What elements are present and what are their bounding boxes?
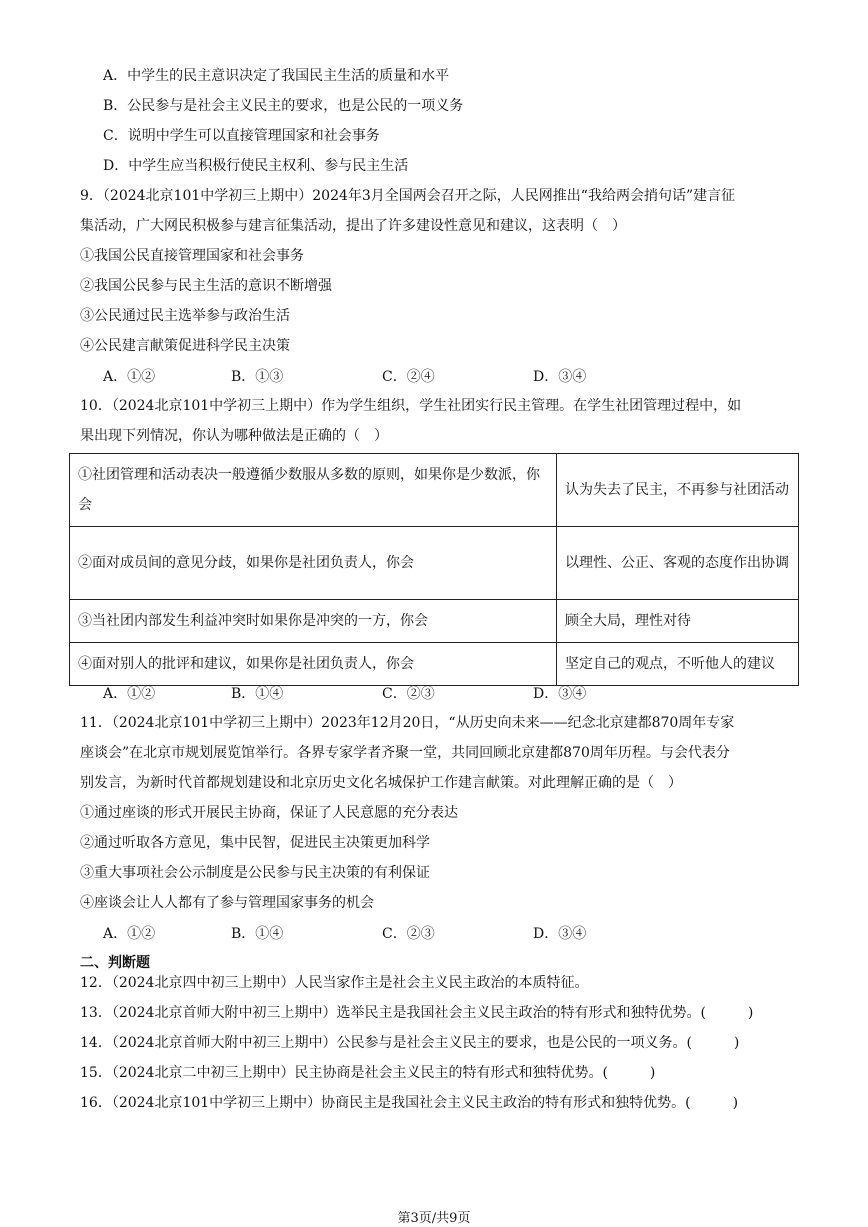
q8-option-d: D．中学生应当积极行使民主权利、参与民主生活 — [103, 158, 409, 174]
q10-stem-line2: 果出现下列情况，你认为哪种做法是正确的（ ） — [80, 428, 388, 444]
q13-text: 13．（2024北京首师大附中初三上期中）选举民主是我国社会主义民主政治的特有形式和独特优势。( ) — [80, 1005, 754, 1021]
q9-choice-b: B．①③ — [231, 369, 284, 385]
q8-option-a: A．中学生的民主意识决定了我国民主生活的质量和水平 — [103, 68, 450, 84]
q10-action-4: 坚定自己的观点，不听他人的建议 — [557, 643, 799, 686]
q10-table — [69, 453, 799, 686]
q9-item-3: ③公民通过民主选举参与政治生活 — [80, 308, 290, 324]
q11-choice-a: A．①② — [103, 926, 156, 942]
q10-situation-1: ①社团管理和活动表决一般遵循少数服从多数的原则，如果你是少数派，你会 — [70, 454, 557, 527]
q10-choice-c: C．②③ — [382, 686, 435, 702]
q11-stem-line1: 11．（2024北京101中学初三上期中）2023年12月20日，“从历史向未来——纪念北京建都870周年专家 — [80, 715, 735, 731]
q11-choice-d: D．③④ — [533, 926, 587, 942]
q9-stem-line1: 9．（2024北京101中学初三上期中）2024年3月全国两会召开之际，人民网推出“我给两会捎句话”建言征 — [80, 188, 736, 204]
q10-situation-2: ②面对成员间的意见分歧，如果你是社团负责人，你会 — [70, 527, 557, 600]
q11-stem-line3: 别发言，为新时代首都规划建设和北京历史文化名城保护工作建言献策。对此理解正确的是（ ） — [80, 775, 682, 791]
q15-text: 15．（2024北京二中初三上期中）民主协商是社会主义民主的特有形式和独特优势。( ) — [80, 1065, 656, 1081]
q10-choice-a: A．①② — [103, 686, 156, 702]
q10-table-row — [70, 600, 799, 643]
q9-item-4: ④公民建言献策促进科学民主决策 — [80, 338, 290, 354]
section-title-judgment: 二、判断题 — [80, 955, 150, 971]
q10-action-1: 认为失去了民主，不再参与社团活动 — [557, 454, 799, 527]
q9-choice-c: C．②④ — [382, 369, 435, 385]
q10-table-row — [70, 643, 799, 686]
q9-item-1: ①我国公民直接管理国家和社会事务 — [80, 248, 304, 264]
q11-item-4: ④座谈会让人人都有了参与管理国家事务的机会 — [80, 895, 374, 911]
q10-action-2: 以理性、公正、客观的态度作出协调 — [557, 527, 799, 600]
q11-item-3: ③重大事项社会公示制度是公民参与民主决策的有利保证 — [80, 865, 430, 881]
q11-choice-c: C．②③ — [382, 926, 435, 942]
q8-option-b: B．公民参与是社会主义民主的要求，也是公民的一项义务 — [103, 98, 464, 114]
q10-situation-3: ③当社团内部发生利益冲突时如果你是冲突的一方，你会 — [70, 600, 557, 643]
q9-choice-d: D．③④ — [533, 369, 587, 385]
q10-table-row — [70, 527, 799, 600]
q16-text: 16．（2024北京101中学初三上期中）协商民主是我国社会主义民主政治的特有形式和独特优势。( ) — [80, 1095, 739, 1111]
q11-item-2: ②通过听取各方意见，集中民智，促进民主决策更加科学 — [80, 835, 430, 851]
page-number: 第3页/共9页 — [397, 1211, 471, 1226]
q12-text: 12．（2024北京四中初三上期中）人民当家作主是社会主义民主政治的本质特征。 — [80, 975, 589, 991]
q9-stem-line2: 集活动，广大网民积极参与建言征集活动，提出了许多建设性意见和建议，这表明（ ） — [80, 218, 626, 234]
q10-action-3: 顾全大局，理性对待 — [557, 600, 799, 643]
q9-choice-a: A．①② — [103, 369, 156, 385]
q11-item-1: ①通过座谈的形式开展民主协商，保证了人民意愿的充分表达 — [80, 805, 458, 821]
q14-text: 14．（2024北京首师大附中初三上期中）公民参与是社会主义民主的要求，也是公民的一项义务。( ) — [80, 1035, 740, 1051]
q10-stem-line1: 10．（2024北京101中学初三上期中）作为学生组织，学生社团实行民主管理。在学生社团管理过程中，如 — [80, 398, 742, 414]
q8-option-c: C．说明中学生可以直接管理国家和社会事务 — [103, 128, 380, 144]
q10-situation-4: ④面对别人的批评和建议，如果你是社团负责人，你会 — [70, 643, 557, 686]
q10-choice-d: D．③④ — [533, 686, 587, 702]
q11-choice-b: B．①④ — [231, 926, 284, 942]
q9-item-2: ②我国公民参与民主生活的意识不断增强 — [80, 278, 332, 294]
q10-table-row — [70, 454, 799, 527]
q10-choice-b: B．①④ — [231, 686, 284, 702]
q11-stem-line2: 座谈会”在北京市规划展览馆举行。各界专家学者齐聚一堂，共同回顾北京建都870周年历程。与会代表分 — [80, 745, 730, 761]
